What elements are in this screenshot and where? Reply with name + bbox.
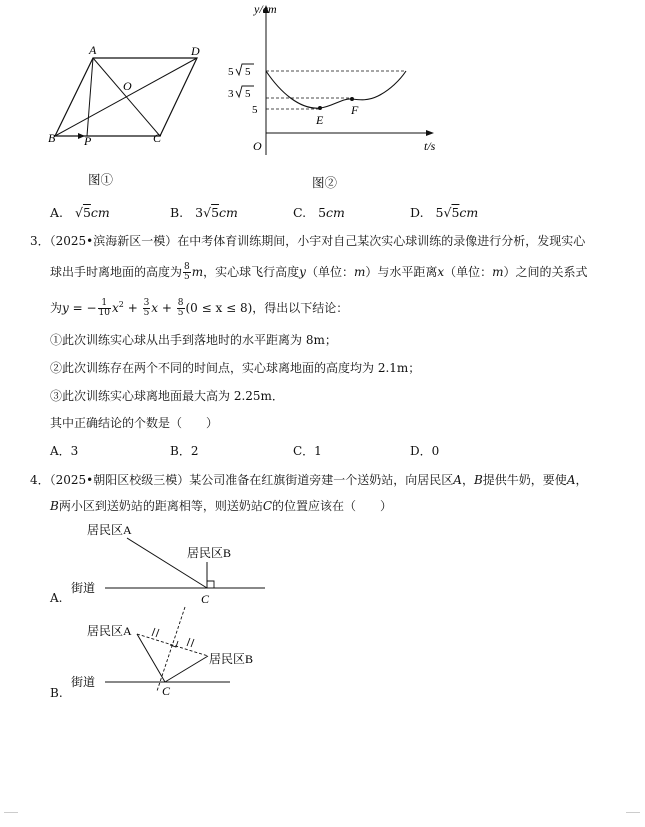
street-label: 街道 (71, 675, 96, 689)
q3-line-2 (50, 263, 588, 282)
fig1-label-O: O (123, 79, 132, 93)
q2-option-a[interactable] (50, 205, 110, 221)
question-source: （2025•滨海新区一模） (49, 234, 178, 248)
var-C: C (262, 499, 273, 513)
option-letter: A. (50, 205, 64, 220)
q4-option-a-letter[interactable]: A. (50, 591, 63, 605)
option-letter: C. (293, 205, 307, 220)
question-text: 在中考体育训练期间，小宇对自己某次实心球训练的录像进行分析，发现实心 (177, 234, 586, 248)
option-unit: cm (90, 205, 110, 220)
q3-option-a[interactable]: A．3 (50, 444, 79, 458)
option-coef: 5 (435, 205, 444, 220)
option-radical: √5 (203, 205, 220, 220)
street-label: 街道 (71, 581, 96, 595)
var-y: y (299, 265, 306, 279)
q2-option-d[interactable] (410, 205, 478, 221)
fig1-label-P: P (84, 134, 92, 148)
fig2-x-axis-label: t/s (424, 139, 436, 153)
fig2-point-F: F (351, 103, 359, 117)
formula-plus: + (123, 301, 142, 315)
q4-line-1 (30, 472, 588, 488)
question-text: （单位： (444, 265, 493, 279)
q2-option-b[interactable] (170, 205, 238, 221)
q3-statement-1: ①此次训练实心球从出手到落地时的水平距离为 8m； (50, 333, 337, 347)
var-x: x (437, 265, 445, 279)
resident-a-label: 居民区A (87, 523, 132, 537)
q2-option-c[interactable] (293, 205, 345, 221)
formula-exponent: 2 (118, 300, 124, 309)
unit: m (492, 265, 504, 279)
resident-b-label: 居民区B (187, 546, 232, 560)
fig2-tick-coef: 5 (228, 66, 234, 78)
question-text: （单位： (305, 265, 354, 279)
fig2-y-axis-label: y/cm (254, 2, 277, 16)
q3-option-d[interactable]: D．0 (410, 444, 440, 458)
option-coef: 3 (195, 205, 204, 220)
q3-statement-3: ③此次训练实心球离地面最大高为 2.25m． (50, 389, 284, 403)
fig2-tick-rad: 5 (245, 88, 251, 100)
fig2-tick-coef: 3 (228, 88, 234, 100)
unit: m (353, 265, 366, 279)
question-text: ）之间的关系式 (503, 265, 588, 279)
question-text: ，得出以下结论： (252, 301, 349, 315)
q4-option-a-figure[interactable] (65, 520, 275, 610)
point-c-label: C (201, 592, 210, 606)
formula-y: y (62, 301, 69, 315)
q3-statement-2: ②此次训练存在两个不同的时间点，实心球离地面的高度均为 2.1m； (50, 361, 421, 375)
fig2-tick-rad: 5 (245, 66, 251, 78)
question-number: 3． (30, 234, 50, 248)
fig2-tick-plain: 5 (252, 104, 258, 116)
fraction: $\frac{8}{5}$ (177, 298, 184, 318)
formula-plus: + (158, 301, 176, 315)
question-text: ，实心球飞行高度 (203, 265, 300, 279)
formula-domain: (0 ≤ x ≤ 8) (185, 301, 253, 315)
q4-line-2 (50, 498, 392, 514)
option-letter: B. (170, 205, 184, 220)
fig2-point-E: E (316, 113, 324, 127)
question-text: 某公司准备在红旗街道旁建一个送奶站，向居民区 (189, 473, 454, 487)
fig1-label-B: B (48, 131, 56, 145)
unit: m (191, 265, 204, 279)
var-B: B (50, 499, 59, 513)
option-coef: 5 (318, 205, 327, 220)
option-radical: √5 (443, 205, 460, 220)
question-text: 为 (50, 301, 63, 315)
figure-2-caption: 图② (312, 175, 338, 190)
resident-b-label: 居民区B (209, 652, 254, 666)
q4-option-b-letter[interactable]: B. (50, 686, 63, 700)
option-unit: cm (459, 205, 479, 220)
var-B: B (473, 473, 483, 487)
var-A: A (566, 473, 576, 487)
question-text: 的位置应该在（ ） (272, 499, 393, 513)
fig2-origin: O (253, 139, 262, 153)
resident-a-label: 居民区A (87, 624, 132, 638)
option-radical: √5 (75, 205, 91, 220)
fraction: $\frac{8}{5}$ (184, 262, 190, 282)
formula-x: x (151, 301, 159, 315)
formula-eq: = − (68, 301, 97, 315)
figure-2-graph (220, 0, 445, 160)
option-unit: cm (326, 205, 345, 220)
option-letter: D. (410, 205, 424, 220)
var-A: A (453, 473, 462, 487)
question-text: ， (461, 473, 474, 487)
fig1-label-D: D (191, 44, 200, 58)
question-text: ）与水平距离 (365, 265, 438, 279)
question-text: 提供牛奶，要使 (482, 473, 567, 487)
fig1-label-C: C (153, 131, 162, 145)
question-text: 球出手时离地面的高度为 (50, 265, 183, 279)
question-source: （2025•朝阳区校级三模） (49, 473, 190, 487)
question-text: ， (575, 473, 588, 487)
q3-option-b[interactable]: B．2 (170, 444, 199, 458)
q3-option-c[interactable]: C．1 (293, 444, 322, 458)
fig1-label-A: A (89, 43, 97, 57)
question-text: 两小区到送奶站的距离相等，则送奶站 (58, 499, 263, 513)
point-c-label: C (162, 684, 171, 698)
q3-line-1 (30, 233, 585, 249)
option-unit: cm (219, 205, 238, 220)
formula-x: x (112, 301, 119, 315)
fraction: $\frac{3}{5}$ (143, 298, 150, 318)
figure-1-caption: 图① (88, 172, 114, 187)
question-number: 4． (30, 473, 50, 487)
q3-line-3-formula (50, 297, 348, 318)
fraction: $\frac{1}{10}$ (98, 298, 110, 318)
q4-option-b-figure[interactable] (65, 605, 275, 700)
q3-ask: 其中正确结论的个数是（ ） (50, 416, 219, 430)
figure-1-parallelogram (45, 38, 215, 153)
